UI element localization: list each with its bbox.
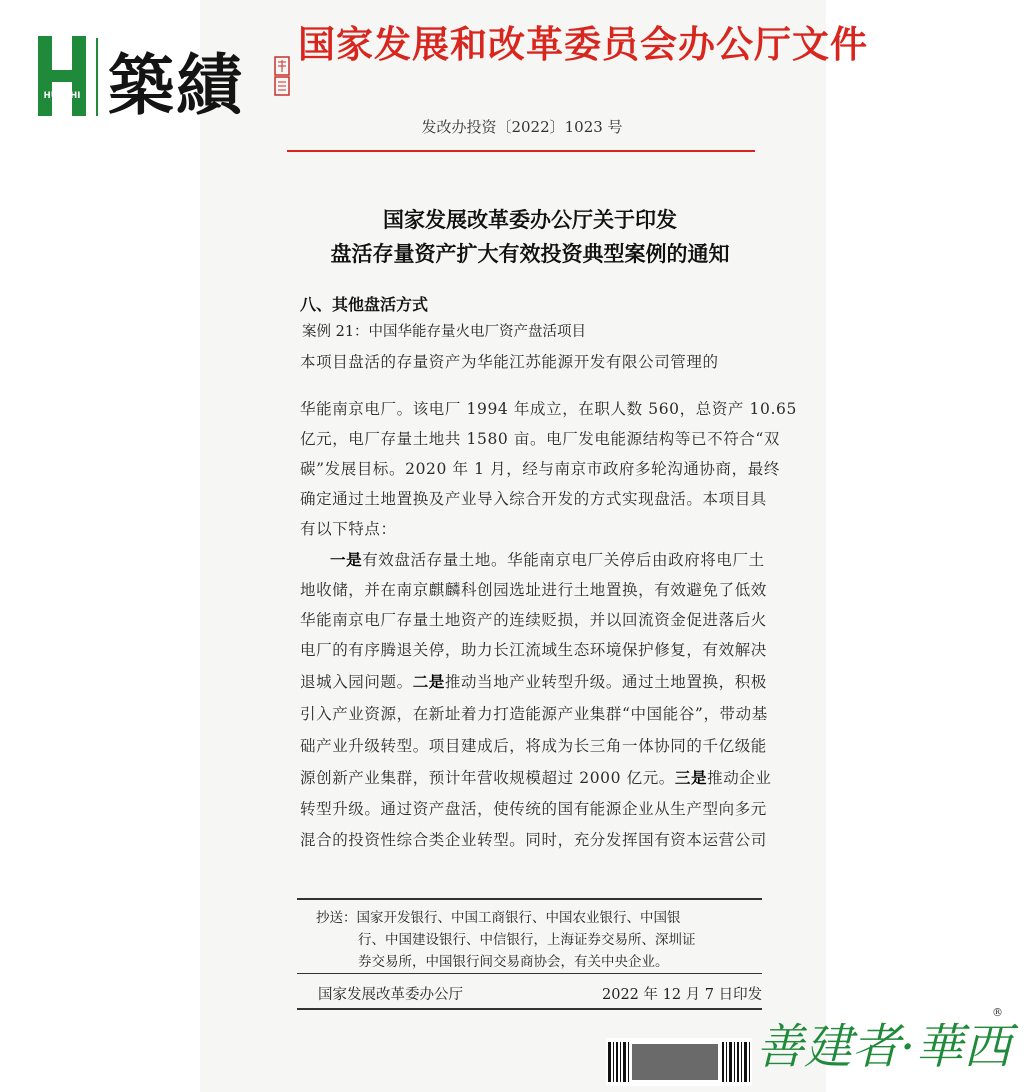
point-label: 一是 [330, 550, 363, 569]
footer-rule-bottom [297, 1008, 762, 1010]
paragraph-line [300, 766, 772, 788]
case-title: 案例 21：中国华能存量火电厂资产盘活项目 [302, 324, 587, 340]
issuer-title: 国家发展和改革委员会办公厅文件 [298, 22, 868, 66]
paragraph-line: 亿元，电厂存量土地共 1580 亩。电厂发电能源结构等已不符合“双 [300, 430, 781, 448]
notice-title-line2: 盘活存量资产扩大有效投资典型案例的通知 [330, 241, 730, 266]
paragraph-line: 碳”发展目标。2020 年 1 月，经与南京市政府多轮沟通协商，最终 [300, 460, 780, 478]
registered-mark: ® [992, 1006, 1003, 1019]
notice-title-line1: 国家发展改革委办公厅关于印发 [383, 207, 677, 232]
cc-line: 券交易所，中国银行间交易商协会，有关中央企业。 [358, 954, 669, 970]
huashi-logo-icon [38, 36, 86, 116]
paragraph-line [330, 548, 790, 570]
red-seal-stamp [274, 56, 290, 96]
paragraph-line: 确定通过土地置换及产业导入综合开发的方式实现盘活。本项目具 [300, 490, 767, 508]
footer-rule-middle [297, 973, 762, 974]
barcode-icon [606, 1038, 752, 1086]
point-text: 推动企业 [707, 769, 772, 787]
point-label: 二是 [412, 672, 445, 691]
paragraph-line: 有以下特点： [300, 520, 397, 538]
paragraph-line: 电厂的有序腾退关停，助力长江流域生态环境保护修复，有效解决 [300, 641, 767, 659]
document-number: 发改办投资〔2022〕1023 号 [421, 118, 623, 136]
paragraph-line: 础产业升级转型。项目建成后，将成为长三角一体协同的千亿级能 [300, 737, 767, 755]
point-text: 推动当地产业转型升级。通过土地置换，积极 [444, 673, 767, 691]
paragraph-line: 混合的投资性综合类企业转型。同时，充分发挥国有资本运营公司 [300, 831, 767, 849]
paragraph-line: 转型升级。通过资产盘活，使传统的国有能源企业从生产型向多元 [300, 800, 767, 818]
point-text: 源创新产业集群，预计年营收规模超过 2000 亿元。 [300, 769, 675, 787]
point-text: 退城入园问题。 [300, 673, 413, 691]
point-label: 三是 [674, 768, 708, 787]
logo-brand-cn: 築績 [108, 46, 244, 124]
paragraph-line: 本项目盘活的存量资产为华能江苏能源开发有限公司管理的 [300, 353, 719, 371]
footer-rule-top [297, 898, 762, 900]
footer-issue-date: 2022 年 12 月 7 日印发 [602, 987, 763, 1003]
logo-brand-en: HUASHI [43, 91, 81, 101]
cc-line: 抄送：国家开发银行、中国工商银行、中国农业银行、中国银 [316, 910, 681, 926]
brand-slogan: 善建者·華西 [756, 1019, 1012, 1075]
paragraph-line: 华能南京电厂存量土地资产的连续贬损，并以回流资金促进落后火 [300, 611, 767, 629]
paragraph-line: 引入产业资源，在新址着力打造能源产业集群“中国能谷”，带动基 [300, 705, 768, 723]
section-heading: 八、其他盘活方式 [300, 295, 429, 314]
footer-issuing-office: 国家发展改革委办公厅 [318, 987, 463, 1003]
point-text: 有效盘活存量土地。华能南京电厂关停后由政府将电厂土 [362, 551, 765, 569]
logo-divider [96, 38, 98, 116]
paragraph-line: 华能南京电厂。该电厂 1994 年成立，在职人数 560，总资产 10.65 [300, 400, 797, 418]
red-divider [287, 150, 755, 152]
paragraph-line: 地收储，并在南京麒麟科创园选址进行土地置换，有效避免了低效 [300, 581, 767, 599]
paragraph-line [300, 670, 767, 692]
cc-line: 行、中国建设银行、中信银行，上海证券交易所、深圳证 [358, 932, 696, 948]
